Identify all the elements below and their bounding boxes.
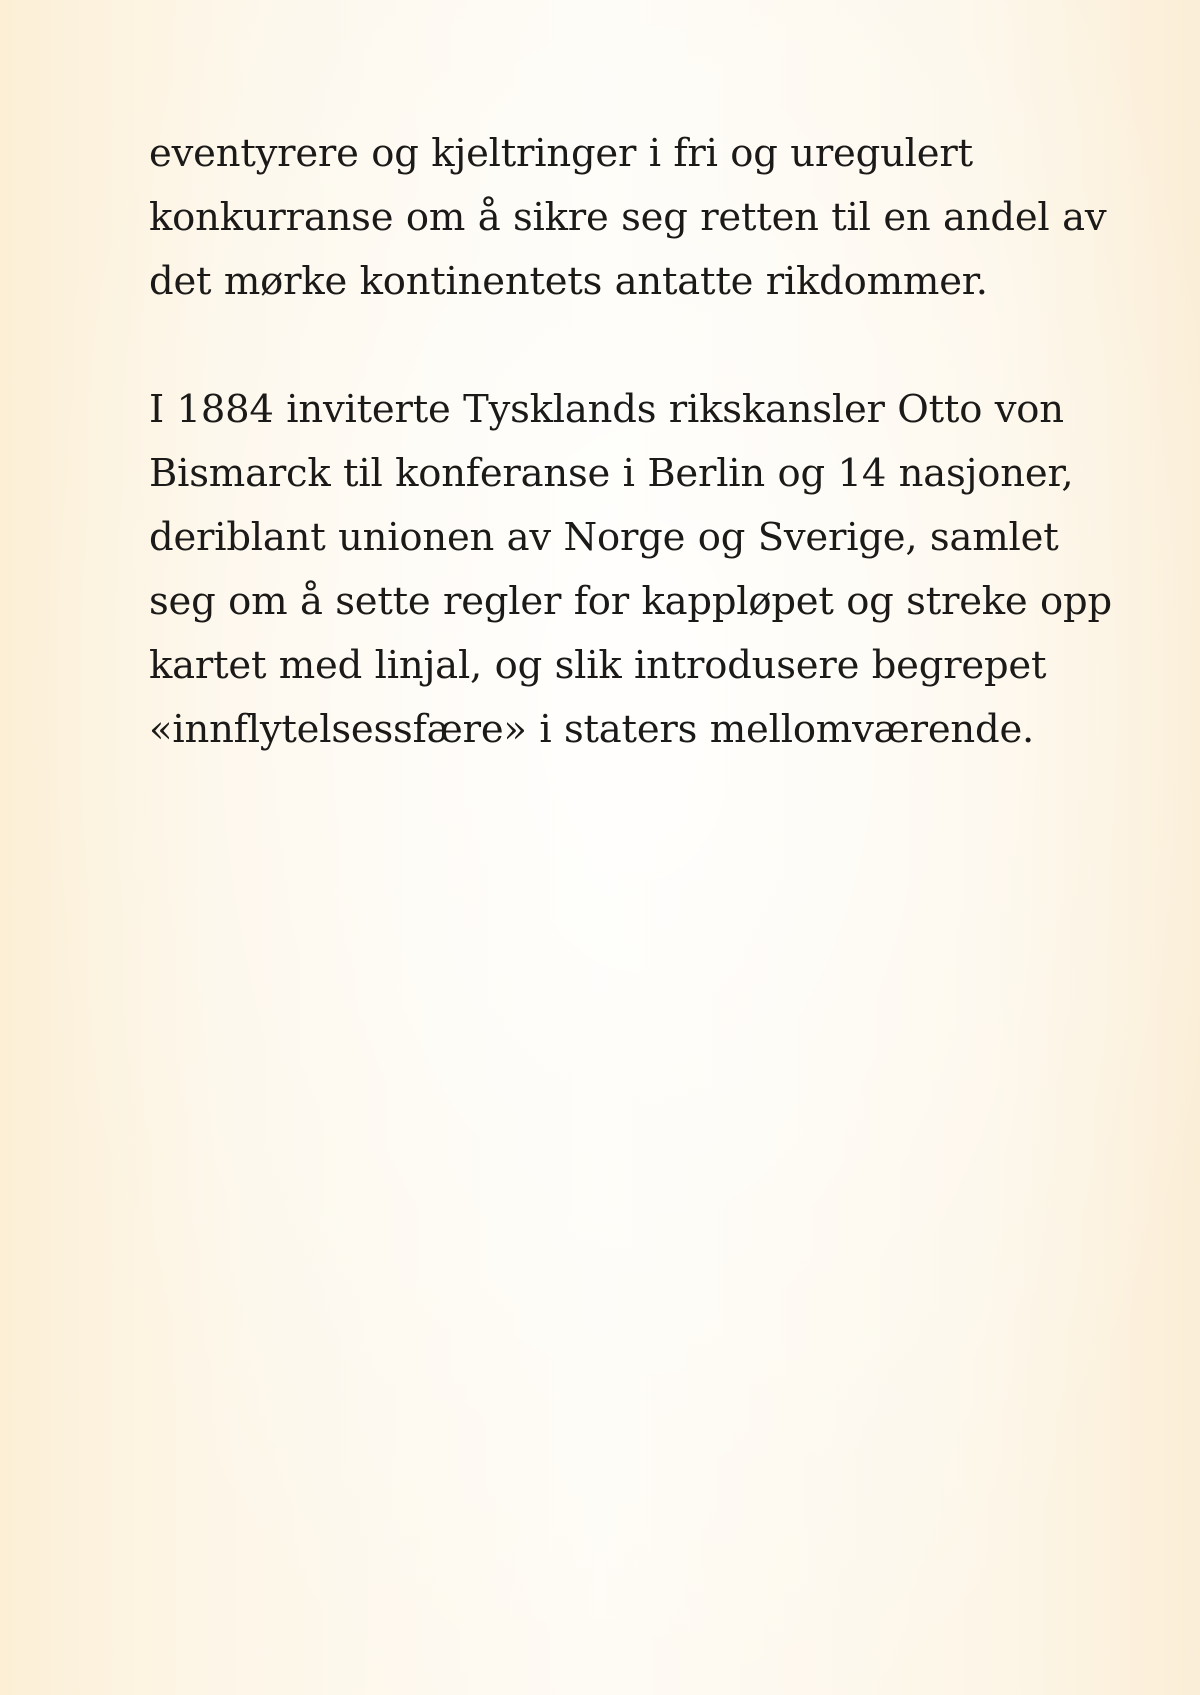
text-line: deriblant unionen av Norge og Sverige, samlet [149,515,1059,560]
text-line: konkurranse om å sikre seg retten til en andel av [149,195,1107,240]
text-line: seg om å sette regler for kappløpet og streke opp [149,579,1112,624]
paragraph-1 [149,122,1107,314]
paragraph-2 [149,378,1112,762]
body-text [149,122,1112,762]
text-line: «innflytelsessfære» i staters mellomværende. [149,707,1035,752]
text-line: I 1884 inviterte Tysklands rikskansler Otto von [149,387,1064,432]
text-line: det mørke kontinentets antatte rikdommer. [149,259,988,304]
text-line: kartet med linjal, og slik introdusere begrepet [149,643,1047,688]
text-line: Bismarck til konferanse i Berlin og 14 nasjoner, [149,451,1074,496]
text-line: eventyrere og kjeltringer i fri og uregulert [149,131,973,176]
